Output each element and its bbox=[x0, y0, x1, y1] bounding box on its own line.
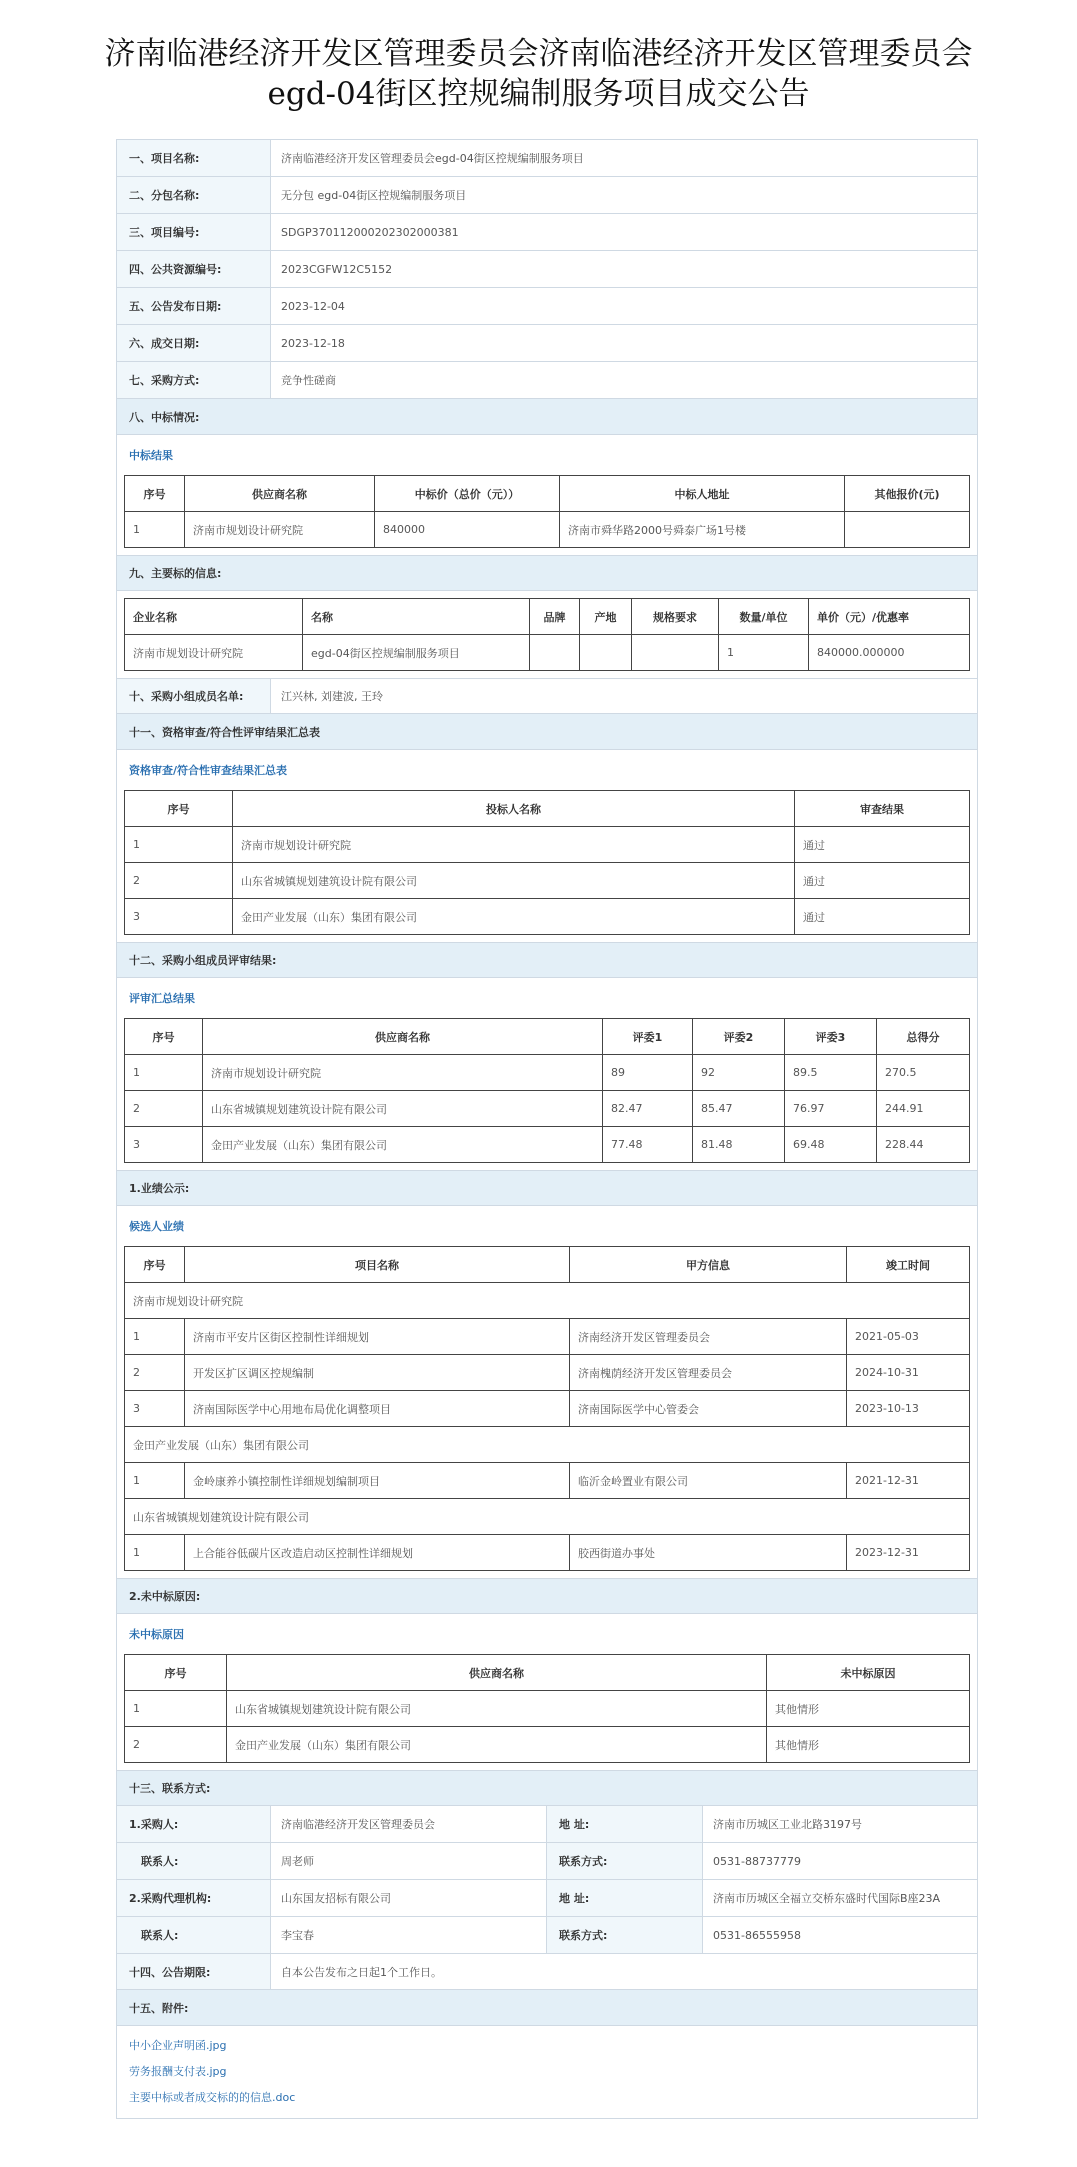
section-subtitle-evaluation: 评审汇总结果 bbox=[129, 992, 195, 1005]
section-header-qualification: 十一、资格审查/符合性评审结果汇总表 bbox=[117, 714, 977, 750]
table-cell: 山东省城镇规划建筑设计院有限公司 bbox=[233, 863, 795, 899]
qualification-table bbox=[124, 790, 970, 935]
table-cell: 1 bbox=[125, 1535, 185, 1571]
table-cell: 77.48 bbox=[603, 1127, 693, 1163]
table-cell: 2 bbox=[125, 1091, 203, 1127]
contact-key: 2.采购代理机构: bbox=[117, 1880, 271, 1916]
table-cell: 69.48 bbox=[785, 1127, 877, 1163]
contact-key: 地 址: bbox=[547, 1806, 703, 1842]
table-cell: 1 bbox=[125, 1319, 185, 1355]
contact-value: 济南临港经济开发区管理委员会 bbox=[271, 1806, 547, 1842]
table-row bbox=[125, 863, 970, 899]
table-cell: 76.97 bbox=[785, 1091, 877, 1127]
table-row bbox=[125, 1535, 970, 1571]
column-header: 供应商名称 bbox=[185, 476, 375, 512]
page-title bbox=[0, 0, 1077, 114]
info-value: 济南临港经济开发区管理委员会egd-04街区控规编制服务项目 bbox=[281, 152, 584, 165]
table-cell: 1 bbox=[125, 1055, 203, 1091]
info-row bbox=[117, 288, 977, 325]
attachment-link[interactable]: 劳务报酬支付表.jpg bbox=[129, 2065, 227, 2078]
column-header: 评委2 bbox=[693, 1019, 785, 1055]
table-cell: 89 bbox=[603, 1055, 693, 1091]
table-cell: 济南经济开发区管理委员会 bbox=[570, 1319, 847, 1355]
info-row bbox=[117, 325, 977, 362]
contact-row bbox=[117, 1806, 977, 1843]
table-cell: 济南槐荫经济开发区管理委员会 bbox=[570, 1355, 847, 1391]
table-cell: 2024-10-31 bbox=[847, 1355, 970, 1391]
table-cell: 92 bbox=[693, 1055, 785, 1091]
attachment-link[interactable]: 主要中标或者成交标的的信息.doc bbox=[129, 2091, 296, 2104]
table-cell: 金田产业发展（山东）集团有限公司 bbox=[203, 1127, 603, 1163]
column-header: 供应商名称 bbox=[227, 1655, 767, 1691]
table-row bbox=[125, 1127, 970, 1163]
column-header: 供应商名称 bbox=[203, 1019, 603, 1055]
table-cell: 其他情形 bbox=[767, 1727, 970, 1763]
section-subtitle-qualification: 资格审查/符合性审查结果汇总表 bbox=[129, 764, 288, 777]
table-row bbox=[125, 1463, 970, 1499]
table-header-row bbox=[125, 1247, 970, 1283]
table-cell: 1 bbox=[125, 1691, 227, 1727]
info-key: 七、采购方式: bbox=[117, 362, 271, 398]
items-table bbox=[124, 598, 970, 671]
table-cell: 济南市规划设计研究院 bbox=[203, 1055, 603, 1091]
table-cell: 2023-12-31 bbox=[847, 1535, 970, 1571]
section-subtitle-award: 中标结果 bbox=[129, 449, 173, 462]
column-header: 数量/单位 bbox=[719, 599, 809, 635]
table-cell: 3 bbox=[125, 899, 233, 935]
table-cell: 济南市舜华路2000号舜泰广场1号楼 bbox=[560, 512, 845, 548]
column-header: 甲方信息 bbox=[570, 1247, 847, 1283]
items-table-wrap bbox=[117, 591, 977, 678]
table-cell: 胶西街道办事处 bbox=[570, 1535, 847, 1571]
info-row-committee bbox=[117, 678, 977, 714]
column-header: 序号 bbox=[125, 1247, 185, 1283]
table-row bbox=[125, 1091, 970, 1127]
section-header-award: 八、中标情况: bbox=[117, 399, 977, 435]
column-header: 评委3 bbox=[785, 1019, 877, 1055]
info-key: 四、公共资源编号: bbox=[117, 251, 271, 287]
table-cell: 山东省城镇规划建筑设计院有限公司 bbox=[227, 1691, 767, 1727]
column-header: 项目名称 bbox=[185, 1247, 570, 1283]
table-row bbox=[125, 1319, 970, 1355]
table-cell: 济南国际医学中心管委会 bbox=[570, 1391, 847, 1427]
info-row bbox=[117, 177, 977, 214]
table-header-row bbox=[125, 1655, 970, 1691]
table-cell: 270.5 bbox=[877, 1055, 970, 1091]
table-row bbox=[125, 1391, 970, 1427]
table-row bbox=[125, 1691, 970, 1727]
info-key: 二、分包名称: bbox=[117, 177, 271, 213]
table-cell: 山东省城镇规划建筑设计院有限公司 bbox=[203, 1091, 603, 1127]
not-awarded-table bbox=[124, 1654, 970, 1763]
section-header-evaluation: 十二、采购小组成员评审结果: bbox=[117, 942, 977, 978]
contact-row bbox=[117, 1917, 977, 1954]
table-cell: 金田产业发展（山东）集团有限公司 bbox=[227, 1727, 767, 1763]
table-cell: 244.91 bbox=[877, 1091, 970, 1127]
contact-value: 李宝春 bbox=[271, 1917, 547, 1953]
table-cell: 1 bbox=[125, 1463, 185, 1499]
award-table bbox=[124, 475, 970, 548]
table-header-row bbox=[125, 1019, 970, 1055]
info-value: 2023-12-18 bbox=[281, 336, 345, 350]
contact-key: 联系方式: bbox=[547, 1917, 703, 1953]
info-key: 一、项目名称: bbox=[117, 140, 271, 176]
table-cell: 3 bbox=[125, 1127, 203, 1163]
table-cell: 通过 bbox=[795, 863, 970, 899]
performance-table bbox=[124, 1246, 970, 1571]
table-cell: 2 bbox=[125, 1727, 227, 1763]
contact-key: 联系人: bbox=[117, 1917, 271, 1953]
table-cell: 1 bbox=[719, 635, 809, 671]
table-header-row bbox=[125, 791, 970, 827]
attachment-link[interactable]: 中小企业声明函.jpg bbox=[129, 2039, 227, 2052]
info-row bbox=[117, 214, 977, 251]
table-cell: 2023-10-13 bbox=[847, 1391, 970, 1427]
table-row bbox=[125, 1355, 970, 1391]
column-header: 产地 bbox=[580, 599, 632, 635]
column-header: 中标人地址 bbox=[560, 476, 845, 512]
table-cell: 临沂金岭置业有限公司 bbox=[570, 1463, 847, 1499]
table-cell bbox=[580, 635, 632, 671]
section-header-attachments: 十五、附件: bbox=[117, 1990, 977, 2026]
not-awarded-table-wrap bbox=[117, 1654, 977, 1770]
table-cell: 金田产业发展（山东）集团有限公司 bbox=[233, 899, 795, 935]
announcement-table bbox=[116, 139, 978, 2119]
performance-table-wrap bbox=[117, 1246, 977, 1578]
table-cell: 81.48 bbox=[693, 1127, 785, 1163]
table-cell bbox=[530, 635, 580, 671]
table-cell: 济南市规划设计研究院 bbox=[233, 827, 795, 863]
column-header: 投标人名称 bbox=[233, 791, 795, 827]
table-row bbox=[125, 1055, 970, 1091]
table-cell: 3 bbox=[125, 1391, 185, 1427]
group-name: 山东省城镇规划建筑设计院有限公司 bbox=[125, 1499, 970, 1535]
column-header: 总得分 bbox=[877, 1019, 970, 1055]
table-cell: 通过 bbox=[795, 899, 970, 935]
table-cell bbox=[632, 635, 719, 671]
page-title-line2: egd-04街区控规编制服务项目成交公告 bbox=[267, 76, 810, 112]
column-header: 名称 bbox=[303, 599, 530, 635]
table-cell: 2021-12-31 bbox=[847, 1463, 970, 1499]
contact-row bbox=[117, 1880, 977, 1917]
info-key: 五、公告发布日期: bbox=[117, 288, 271, 324]
info-value: 2023CGFW12C5152 bbox=[281, 262, 393, 276]
contact-value: 济南市历城区工业北路3197号 bbox=[713, 1818, 862, 1831]
column-header: 未中标原因 bbox=[767, 1655, 970, 1691]
table-cell: 济南国际医学中心用地布局优化调整项目 bbox=[185, 1391, 570, 1427]
table-cell: 金岭康养小镇控制性详细规划编制项目 bbox=[185, 1463, 570, 1499]
table-cell: 济南市规划设计研究院 bbox=[125, 635, 303, 671]
column-header: 其他报价(元) bbox=[845, 476, 970, 512]
column-header: 序号 bbox=[125, 1655, 227, 1691]
table-cell: 85.47 bbox=[693, 1091, 785, 1127]
table-cell: 通过 bbox=[795, 827, 970, 863]
info-key: 十四、公告期限: bbox=[117, 1954, 271, 1989]
contact-row bbox=[117, 1843, 977, 1880]
group-row bbox=[125, 1283, 970, 1319]
column-header: 品牌 bbox=[530, 599, 580, 635]
contact-key: 1.采购人: bbox=[117, 1806, 271, 1842]
section-subtitle-not-awarded: 未中标原因 bbox=[129, 1628, 184, 1641]
info-key: 三、项目编号: bbox=[117, 214, 271, 250]
contact-value: 0531-86555958 bbox=[713, 1928, 801, 1942]
table-cell: 840000.000000 bbox=[809, 635, 970, 671]
group-name: 济南市规划设计研究院 bbox=[125, 1283, 970, 1319]
section-subtitle-performance: 候选人业绩 bbox=[129, 1220, 184, 1233]
info-value: 竞争性磋商 bbox=[281, 374, 336, 387]
award-table-wrap bbox=[117, 475, 977, 555]
info-value: SDGP370112000202302000381 bbox=[281, 225, 459, 239]
table-cell: 1 bbox=[125, 512, 185, 548]
table-cell: 89.5 bbox=[785, 1055, 877, 1091]
table-cell: 82.47 bbox=[603, 1091, 693, 1127]
table-row bbox=[125, 899, 970, 935]
group-name: 金田产业发展（山东）集团有限公司 bbox=[125, 1427, 970, 1463]
table-row bbox=[125, 827, 970, 863]
group-row bbox=[125, 1499, 970, 1535]
contact-value: 周老师 bbox=[271, 1843, 547, 1879]
column-header: 规格要求 bbox=[632, 599, 719, 635]
qualification-table-wrap bbox=[117, 790, 977, 942]
column-header: 序号 bbox=[125, 791, 233, 827]
contact-key: 联系人: bbox=[117, 1843, 271, 1879]
table-cell: 上合能谷低碳片区改造启动区控制性详细规划 bbox=[185, 1535, 570, 1571]
info-row bbox=[117, 140, 977, 177]
table-cell: 2 bbox=[125, 863, 233, 899]
table-cell: 2021-05-03 bbox=[847, 1319, 970, 1355]
contact-value: 0531-88737779 bbox=[713, 1854, 801, 1868]
contact-value: 济南市历城区全福立交桥东盛时代国际B座23A bbox=[713, 1892, 941, 1905]
table-cell: 1 bbox=[125, 827, 233, 863]
contact-key: 地 址: bbox=[547, 1880, 703, 1916]
table-header-row bbox=[125, 476, 970, 512]
info-value: 无分包 egd-04街区控规编制服务项目 bbox=[281, 189, 467, 202]
table-cell: 济南市平安片区街区控制性详细规划 bbox=[185, 1319, 570, 1355]
table-cell: 开发区扩区调区控规编制 bbox=[185, 1355, 570, 1391]
table-row bbox=[125, 1727, 970, 1763]
table-cell: 840000 bbox=[375, 512, 560, 548]
column-header: 企业名称 bbox=[125, 599, 303, 635]
info-value: 2023-12-04 bbox=[281, 299, 345, 313]
table-row bbox=[125, 635, 970, 671]
section-header-performance: 1.业绩公示: bbox=[117, 1170, 977, 1206]
info-row-period bbox=[117, 1954, 977, 1990]
table-cell: 2 bbox=[125, 1355, 185, 1391]
info-value: 江兴林, 刘建波, 王玲 bbox=[281, 690, 383, 703]
table-cell: 其他情形 bbox=[767, 1691, 970, 1727]
contact-value: 山东国友招标有限公司 bbox=[271, 1880, 547, 1916]
column-header: 序号 bbox=[125, 476, 185, 512]
info-value: 自本公告发布之日起1个工作日。 bbox=[281, 1965, 442, 1979]
table-cell bbox=[845, 512, 970, 548]
info-key: 六、成交日期: bbox=[117, 325, 271, 361]
table-cell: 济南市规划设计研究院 bbox=[185, 512, 375, 548]
column-header: 中标价（总价（元）） bbox=[375, 476, 560, 512]
section-header-contact: 十三、联系方式: bbox=[117, 1770, 977, 1806]
column-header: 序号 bbox=[125, 1019, 203, 1055]
attachment-list bbox=[117, 2026, 977, 2118]
table-cell: egd-04街区控规编制服务项目 bbox=[303, 635, 530, 671]
column-header: 单价（元）/优惠率 bbox=[809, 599, 970, 635]
page-title-line1: 济南临港经济开发区管理委员会济南临港经济开发区管理委员会 bbox=[104, 36, 973, 72]
group-row bbox=[125, 1427, 970, 1463]
info-key: 十、采购小组成员名单: bbox=[117, 679, 271, 713]
column-header: 竣工时间 bbox=[847, 1247, 970, 1283]
evaluation-table bbox=[124, 1018, 970, 1163]
table-row bbox=[125, 512, 970, 548]
info-row bbox=[117, 362, 977, 399]
column-header: 评委1 bbox=[603, 1019, 693, 1055]
contact-key: 联系方式: bbox=[547, 1843, 703, 1879]
section-header-items: 九、主要标的信息: bbox=[117, 555, 977, 591]
table-cell: 228.44 bbox=[877, 1127, 970, 1163]
evaluation-table-wrap bbox=[117, 1018, 977, 1170]
table-header-row bbox=[125, 599, 970, 635]
section-header-not-awarded: 2.未中标原因: bbox=[117, 1578, 977, 1614]
column-header: 审查结果 bbox=[795, 791, 970, 827]
info-row bbox=[117, 251, 977, 288]
